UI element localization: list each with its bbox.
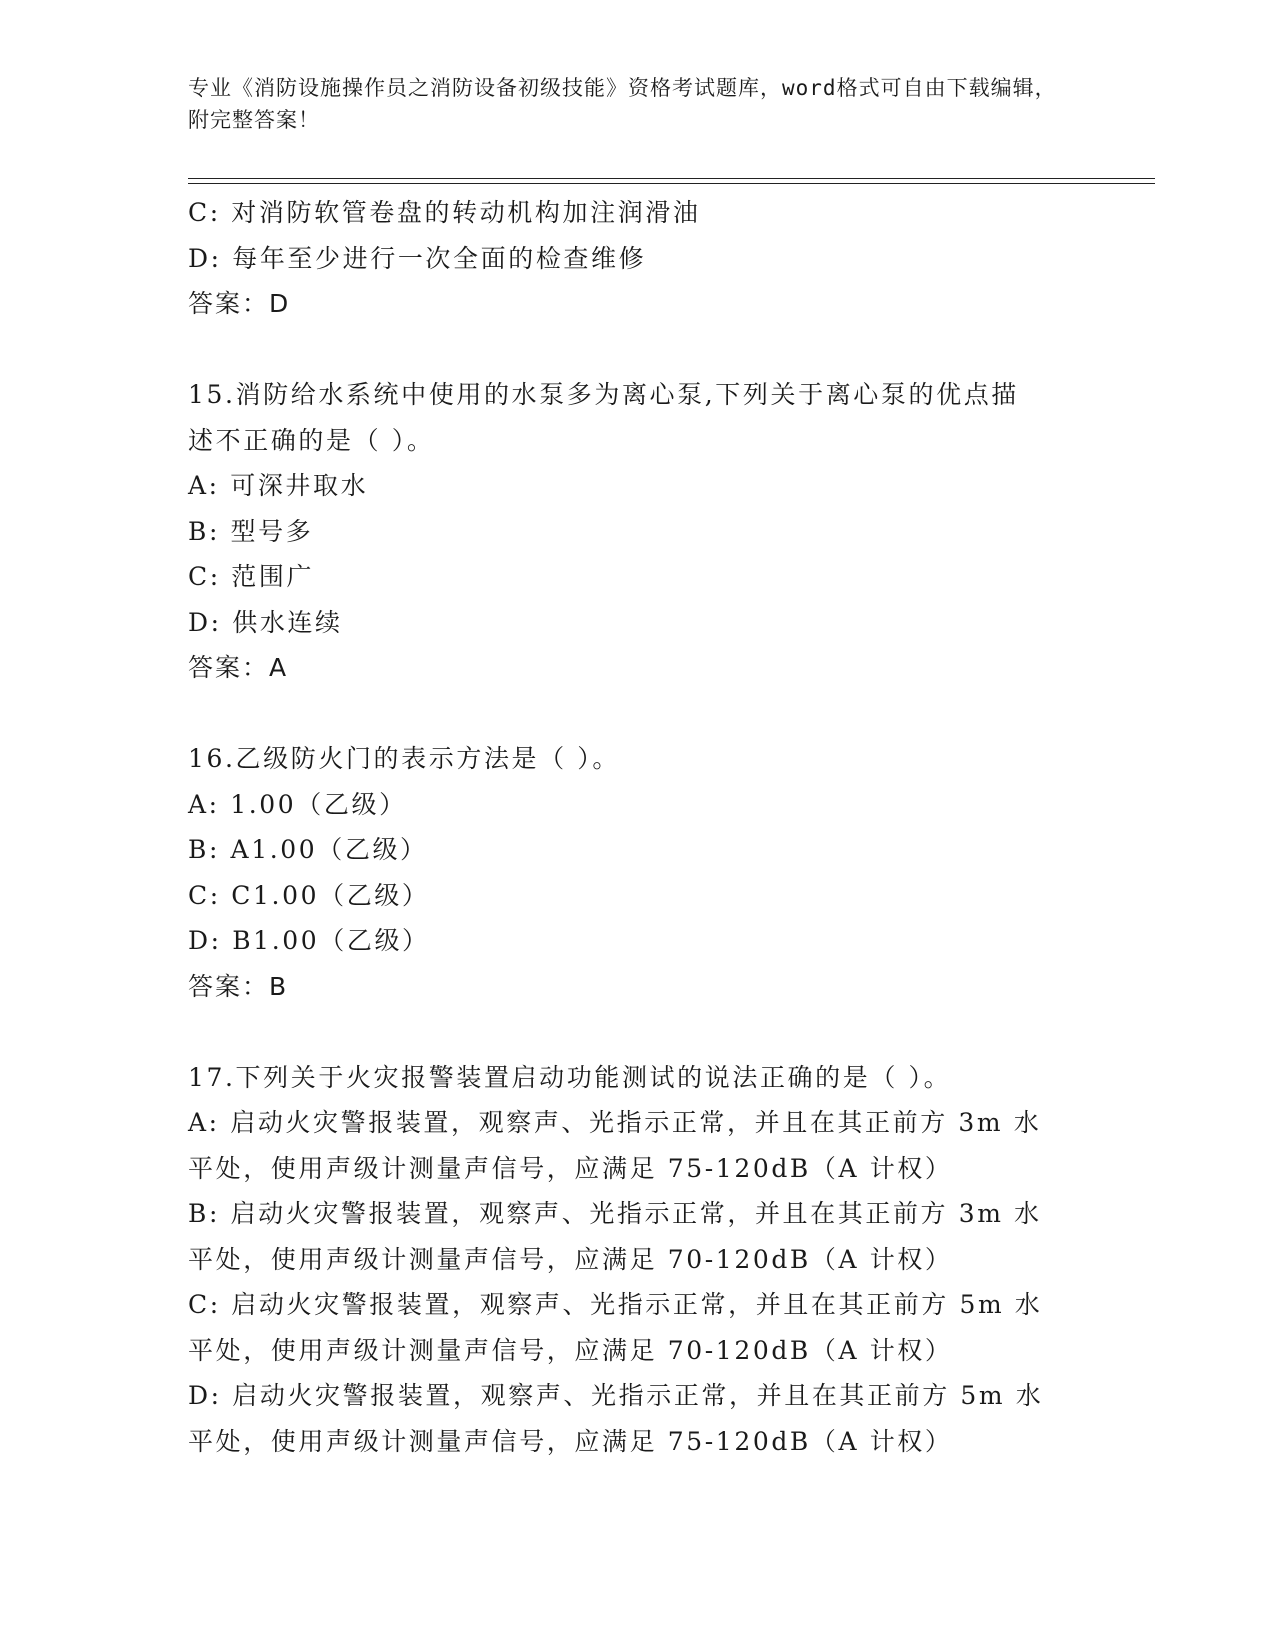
question-16 bbox=[188, 736, 1068, 1009]
header-rule-top bbox=[188, 178, 1155, 179]
q15-option-a: A: 可深井取水 bbox=[188, 471, 369, 500]
q16-answer: 答案：B bbox=[188, 971, 289, 1001]
q15-option-b: B: 型号多 bbox=[188, 516, 314, 546]
q14-answer: 答案：D bbox=[188, 289, 291, 318]
q16-stem: 16.乙级防火门的表示方法是（ ）。 bbox=[188, 744, 621, 773]
q16-option-b: B: A1.00（乙级） bbox=[188, 835, 428, 864]
question-14-tail bbox=[188, 190, 1068, 327]
q17-option-c-line1: C: 启动火灾警报装置，观察声、光指示正常，并且在其正前方 5m 水 bbox=[188, 1290, 1043, 1319]
q16-option-a: A: 1.00（乙级） bbox=[188, 789, 407, 819]
q14-option-c: C: 对消防软管卷盘的转动机构加注润滑油 bbox=[188, 198, 701, 227]
q16-option-c: C: C1.00（乙级） bbox=[188, 880, 430, 910]
q15-stem-line1: 15.消防给水系统中使用的水泵多为离心泵,下列关于离心泵的优点描 bbox=[188, 380, 1019, 409]
q17-option-b-line1: B: 启动火灾警报装置，观察声、光指示正常，并且在其正前方 3m 水 bbox=[188, 1199, 1042, 1228]
question-15 bbox=[188, 372, 1068, 691]
q15-option-c: C: 范围广 bbox=[188, 562, 315, 591]
spacer bbox=[188, 1009, 1068, 1055]
document-header: 专业《消防设施操作员之消防设备初级技能》资格考试题库，word格式可自由下载编辑，附完整答案！ bbox=[188, 76, 1057, 132]
q17-option-a-line2: 平处，使用声级计测量声信号，应满足 75-120dB（A 计权） bbox=[188, 1153, 953, 1183]
spacer bbox=[188, 327, 1068, 373]
q15-answer: 答案：A bbox=[188, 653, 289, 682]
q17-option-b-line2: 平处，使用声级计测量声信号，应满足 70-120dB（A 计权） bbox=[188, 1244, 953, 1274]
q17-option-c-line2: 平处，使用声级计测量声信号，应满足 70-120dB（A 计权） bbox=[188, 1335, 953, 1365]
q17-stem: 17.下列关于火灾报警装置启动功能测试的说法正确的是（ ）。 bbox=[188, 1062, 952, 1092]
q15-stem-line2: 述不正确的是（ ）。 bbox=[188, 425, 435, 455]
spacer bbox=[188, 691, 1068, 737]
q15-option-d: D: 供水连续 bbox=[188, 607, 343, 637]
question-17 bbox=[188, 1055, 1068, 1465]
q16-option-d: D: B1.00（乙级） bbox=[188, 926, 430, 955]
q17-option-a-line1: A: 启动火灾警报装置，观察声、光指示正常，并且在其正前方 3m 水 bbox=[188, 1108, 1042, 1137]
q17-option-d-line1: D: 启动火灾警报装置，观察声、光指示正常，并且在其正前方 5m 水 bbox=[188, 1381, 1044, 1410]
header-rule-bottom bbox=[188, 183, 1155, 184]
question-content bbox=[188, 190, 1068, 1464]
q17-option-d-line2: 平处，使用声级计测量声信号，应满足 75-120dB（A 计权） bbox=[188, 1426, 953, 1456]
q14-option-d: D: 每年至少进行一次全面的检查维修 bbox=[188, 243, 647, 273]
